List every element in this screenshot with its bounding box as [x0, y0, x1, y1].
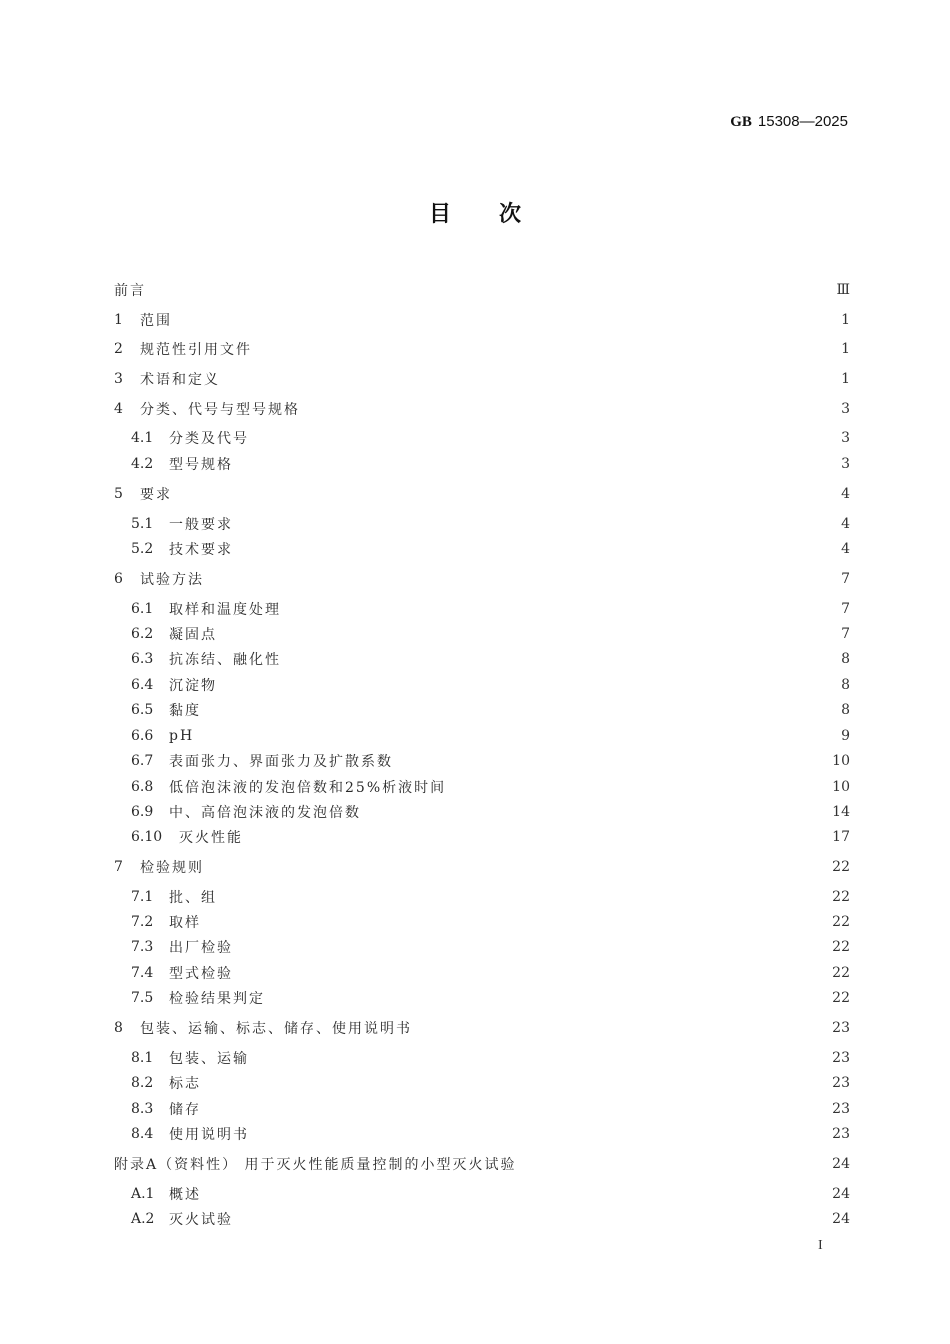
- dot-leader: [152, 280, 828, 300]
- toc-entry-number: 7: [114, 859, 123, 875]
- toc-entry[interactable]: [131, 514, 850, 534]
- toc-entry[interactable]: [114, 399, 850, 419]
- toc-entry-label: 沉淀物: [169, 678, 217, 694]
- dot-leader: [207, 912, 824, 932]
- dot-leader: [367, 802, 824, 822]
- toc-entry-page: 1: [841, 371, 850, 387]
- toc-entry-number: 4.2: [131, 456, 154, 472]
- toc-entry-label: 包装、运输: [169, 1051, 249, 1067]
- toc-entry[interactable]: [114, 280, 850, 300]
- toc-entry-number: 7.1: [131, 889, 154, 905]
- toc-entry-label: 储存: [169, 1102, 201, 1118]
- toc-entry[interactable]: [131, 1124, 850, 1144]
- toc-entry-number: 6.8: [131, 779, 154, 795]
- toc-entry-page: 23: [832, 1020, 850, 1036]
- toc-entry-number: 2: [114, 341, 123, 357]
- toc-entry-number: 4: [114, 401, 123, 417]
- toc-entry-page: 9: [841, 728, 850, 744]
- toc-entry[interactable]: [114, 569, 850, 589]
- dot-leader: [452, 777, 824, 797]
- dot-leader: [399, 751, 824, 771]
- toc-entry-page: 23: [832, 1101, 850, 1117]
- toc-entry-number: A.1: [131, 1186, 155, 1202]
- toc-entry[interactable]: [131, 428, 850, 448]
- toc-entry-label: 中、高倍泡沫液的发泡倍数: [169, 805, 361, 821]
- toc-entry-page: 8: [841, 651, 850, 667]
- toc-entry[interactable]: [131, 675, 850, 695]
- toc-entry-label: 出厂检验: [169, 940, 233, 956]
- toc-entry[interactable]: [131, 937, 850, 957]
- toc-entry-number: 1: [114, 312, 123, 328]
- toc-entry-number: 6.6: [131, 728, 154, 744]
- toc-entry-number: 4.1: [131, 430, 154, 446]
- toc-entry-number: 6.9: [131, 804, 154, 820]
- dot-leader: [226, 369, 832, 389]
- toc-entry[interactable]: [114, 1154, 850, 1174]
- toc-entry-label: 检验结果判定: [169, 991, 265, 1007]
- toc-entry-page: 23: [832, 1050, 850, 1066]
- toc-entry-label: 范围: [140, 313, 172, 329]
- toc-entry-number: A.2: [131, 1211, 155, 1227]
- toc-entry-page: 1: [841, 312, 850, 328]
- toc-entry[interactable]: [114, 310, 850, 330]
- toc-entry-number: 8.1: [131, 1050, 154, 1066]
- toc-entry-page: 14: [832, 804, 850, 820]
- dot-leader: [255, 1124, 824, 1144]
- toc-entry-number: 5.1: [131, 516, 154, 532]
- toc-entry[interactable]: [131, 1209, 850, 1229]
- toc-entry[interactable]: [131, 700, 850, 720]
- page-title: [0, 197, 950, 228]
- toc-entry-number: 7.5: [131, 990, 154, 1006]
- toc-entry-label: 黏度: [169, 703, 201, 719]
- toc-entry-page: 24: [832, 1156, 850, 1172]
- dot-leader: [249, 827, 824, 847]
- toc-entry[interactable]: [131, 777, 850, 797]
- dot-leader: [200, 726, 832, 746]
- dot-leader: [239, 963, 824, 983]
- toc-entry-label: 要求: [140, 487, 172, 503]
- toc-entry-label: 凝固点: [169, 627, 217, 643]
- toc-entry[interactable]: [131, 887, 850, 907]
- toc-entry-page: 7: [841, 571, 850, 587]
- dot-leader: [239, 454, 832, 474]
- toc-entry-label: 分类、代号与型号规格: [140, 402, 300, 418]
- toc-entry-number: 6.5: [131, 702, 154, 718]
- toc-entry-label: 表面张力、界面张力及扩散系数: [169, 754, 393, 770]
- toc-entry-number: 3: [114, 371, 123, 387]
- toc-entry-page: 24: [832, 1211, 850, 1227]
- toc-entry[interactable]: [114, 369, 850, 389]
- toc-entry-page: 22: [832, 939, 850, 955]
- toc-entry-label: 灭火试验: [169, 1212, 233, 1228]
- dot-leader: [239, 937, 824, 957]
- toc-entry-number: 6.1: [131, 601, 154, 617]
- toc-entry-label: 批、组: [169, 890, 217, 906]
- toc-entry-page: 7: [841, 601, 850, 617]
- dot-leader: [223, 624, 832, 644]
- toc-entry-label: 检验规则: [140, 860, 204, 876]
- toc-entry[interactable]: [131, 1184, 850, 1204]
- toc-entry-label: 灭火性能: [179, 830, 243, 846]
- dot-leader: [210, 569, 832, 589]
- dot-leader: [271, 988, 824, 1008]
- toc-entry-page: 22: [832, 990, 850, 1006]
- toc-entry[interactable]: [131, 1048, 850, 1068]
- toc-entry-label: 标志: [169, 1076, 201, 1092]
- dot-leader: [287, 649, 832, 669]
- toc-entry-number: 6.2: [131, 626, 154, 642]
- toc-entry-page: 22: [832, 914, 850, 930]
- toc-entry[interactable]: [131, 649, 850, 669]
- dot-leader: [306, 399, 832, 419]
- standard-number: 15308—2025: [757, 113, 848, 130]
- toc-entry-number: 8: [114, 1020, 123, 1036]
- dot-leader: [239, 539, 832, 559]
- toc-entry-page: 10: [832, 753, 850, 769]
- dot-leader: [287, 599, 832, 619]
- toc-entry-label: 抗冻结、融化性: [169, 652, 281, 668]
- toc-entry[interactable]: [131, 1099, 850, 1119]
- toc-entry[interactable]: [114, 857, 850, 877]
- toc-entry-number: 6.10: [131, 829, 163, 845]
- toc-entry-number: 6.3: [131, 651, 154, 667]
- toc-entry[interactable]: [114, 1018, 850, 1038]
- title-char: 目: [428, 202, 451, 227]
- toc-entry-page: 4: [841, 541, 850, 557]
- toc-entry[interactable]: [131, 912, 850, 932]
- toc-entry-label: 取样和温度处理: [169, 602, 281, 618]
- dot-leader: [207, 1184, 824, 1204]
- toc-entry[interactable]: [131, 599, 850, 619]
- dot-leader: [239, 514, 832, 534]
- toc-entry[interactable]: [131, 454, 850, 474]
- toc-entry-label: 低倍泡沫液的发泡倍数和25%析液时间: [169, 780, 447, 796]
- toc-entry-page: 4: [841, 516, 850, 532]
- toc-entry-label: 型式检验: [169, 966, 233, 982]
- toc-entry-label: 附录A（资料性） 用于灭火性能质量控制的小型灭火试验: [114, 1157, 517, 1173]
- standard-prefix: GB: [730, 114, 752, 130]
- toc-entry-label: pH: [169, 728, 195, 744]
- toc-entry-number: 7.3: [131, 939, 154, 955]
- toc-entry-label: 前言: [114, 283, 146, 299]
- toc-entry-label: 型号规格: [169, 457, 233, 473]
- toc-entry-page: 17: [832, 829, 850, 845]
- toc-entry-page: 1: [841, 341, 850, 357]
- dot-leader: [178, 484, 832, 504]
- toc-entry-page: 10: [832, 779, 850, 795]
- toc-entry-page: 3: [841, 430, 850, 446]
- toc-entry-number: 5: [114, 486, 123, 502]
- toc-entry-label: 取样: [169, 915, 201, 931]
- standard-code: [730, 113, 848, 131]
- toc-entry-number: 6.4: [131, 677, 154, 693]
- title-char: 次: [499, 202, 522, 227]
- toc-entry-page: 22: [832, 889, 850, 905]
- toc-entry-number: 8.4: [131, 1126, 154, 1142]
- toc-entry-number: 5.2: [131, 541, 154, 557]
- dot-leader: [255, 1048, 824, 1068]
- toc-entry-page: 23: [832, 1126, 850, 1142]
- toc-entry-label: 一般要求: [169, 517, 233, 533]
- toc-entry[interactable]: [131, 988, 850, 1008]
- toc-entry-page: 22: [832, 859, 850, 875]
- toc-entry[interactable]: [131, 726, 850, 746]
- dot-leader: [418, 1018, 824, 1038]
- toc-entry-label: 使用说明书: [169, 1127, 249, 1143]
- toc-entry-number: 8.3: [131, 1101, 154, 1117]
- toc-entry[interactable]: [131, 963, 850, 983]
- dot-leader: [258, 339, 832, 359]
- dot-leader: [255, 428, 832, 448]
- toc-entry-page: 23: [832, 1075, 850, 1091]
- dot-leader: [207, 700, 832, 720]
- toc-entry[interactable]: [131, 1073, 850, 1093]
- toc-entry-number: 8.2: [131, 1075, 154, 1091]
- toc-entry-label: 概述: [169, 1187, 201, 1203]
- toc-entry[interactable]: [131, 751, 850, 771]
- dot-leader: [223, 887, 824, 907]
- toc-entry-page: 7: [841, 626, 850, 642]
- toc-entry-number: 7.2: [131, 914, 154, 930]
- dot-leader: [178, 310, 832, 330]
- toc-entry[interactable]: [114, 484, 850, 504]
- toc-entry-label: 规范性引用文件: [140, 342, 252, 358]
- toc-entry-page: 24: [832, 1186, 850, 1202]
- toc-entry-number: 7.4: [131, 965, 154, 981]
- toc-entry-label: 术语和定义: [140, 372, 220, 388]
- dot-leader: [207, 1073, 824, 1093]
- toc-entry-page: 4: [841, 486, 850, 502]
- toc-entry-number: 6.7: [131, 753, 154, 769]
- toc-entry-page: 3: [841, 401, 850, 417]
- dot-leader: [207, 1099, 824, 1119]
- dot-leader: [223, 675, 832, 695]
- toc-entry-page: 8: [841, 677, 850, 693]
- toc-entry[interactable]: [131, 539, 850, 559]
- toc-entry-label: 分类及代号: [169, 431, 249, 447]
- dot-leader: [210, 857, 824, 877]
- toc-entry-page: Ⅲ: [836, 282, 850, 298]
- page-number: I: [818, 1238, 823, 1253]
- toc-entry[interactable]: [131, 802, 850, 822]
- dot-leader: [239, 1209, 824, 1229]
- toc-entry-page: 8: [841, 702, 850, 718]
- toc-entry[interactable]: [131, 827, 850, 847]
- toc-entry-page: 3: [841, 456, 850, 472]
- toc-entry-number: 6: [114, 571, 123, 587]
- toc-entry-page: 22: [832, 965, 850, 981]
- dot-leader: [523, 1154, 825, 1174]
- toc-entry-label: 试验方法: [140, 572, 204, 588]
- toc-entry-label: 包装、运输、标志、储存、使用说明书: [140, 1021, 412, 1037]
- toc-entry[interactable]: [131, 624, 850, 644]
- toc-entry[interactable]: [114, 339, 850, 359]
- toc-entry-label: 技术要求: [169, 542, 233, 558]
